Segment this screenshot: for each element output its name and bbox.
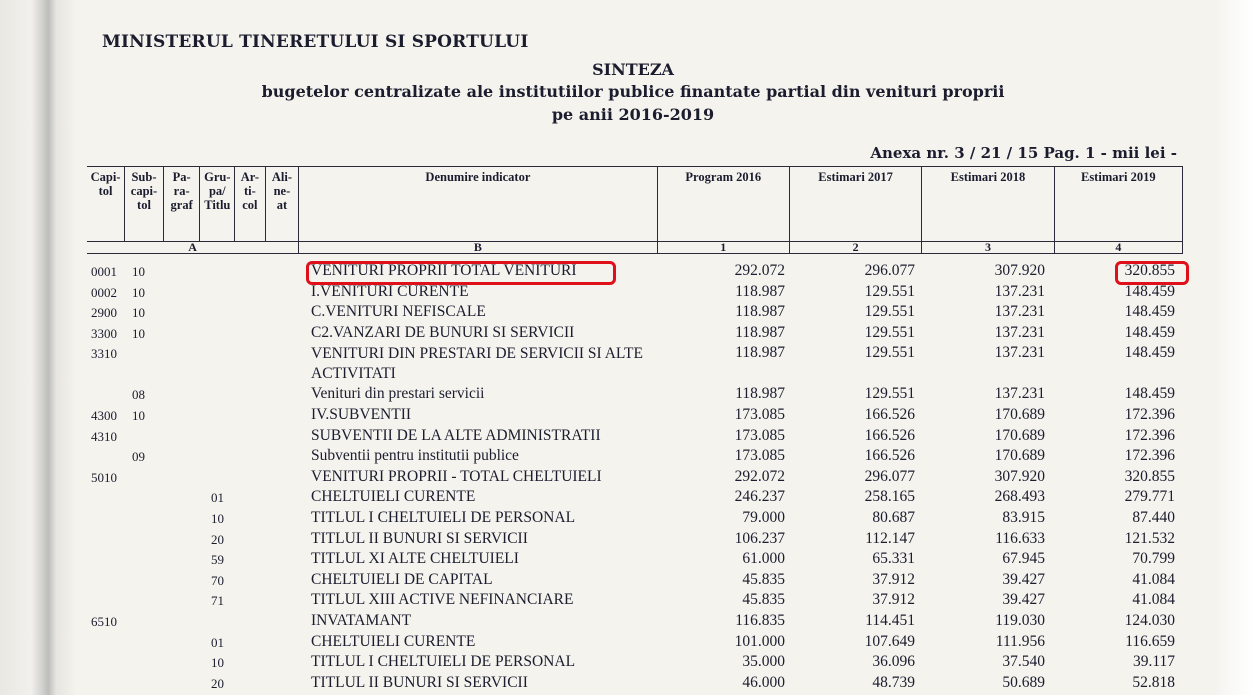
row-value-2017: 129.551 bbox=[864, 323, 915, 341]
row-value-2016: 292.072 bbox=[734, 262, 785, 279]
table-row bbox=[87, 406, 1183, 427]
row-value-2019: 124.030 bbox=[1124, 611, 1175, 629]
row-value-2017: 166.526 bbox=[864, 405, 915, 423]
col-program-2016: Program 2016 bbox=[657, 167, 789, 242]
table-header bbox=[87, 166, 1183, 254]
row-value-2019: 148.459 bbox=[1124, 385, 1175, 403]
row-indicator-name: C2.VANZARI DE BUNURI SI SERVICII bbox=[311, 323, 575, 341]
row-value-2017: 107.649 bbox=[864, 632, 915, 650]
col-estimari-2017: Estimari 2017 bbox=[789, 167, 921, 242]
row-paragraf: 20 bbox=[211, 531, 224, 547]
row-value-2019: 148.459 bbox=[1124, 282, 1175, 300]
table-row bbox=[87, 344, 1183, 385]
row-paragraf: 01 bbox=[211, 634, 224, 650]
table-row bbox=[87, 283, 1183, 304]
row-value-2018: 39.427 bbox=[1002, 591, 1045, 609]
row-value-2018: 137.231 bbox=[994, 344, 1045, 362]
table-row bbox=[87, 653, 1183, 674]
row-value-2018: 170.689 bbox=[994, 426, 1045, 444]
row-value-2018: 307.920 bbox=[994, 262, 1045, 279]
table-row bbox=[87, 427, 1183, 448]
row-indicator-name: TITLUL XI ALTE CHELTUIELI bbox=[311, 550, 519, 568]
row-value-2016: 173.085 bbox=[734, 405, 785, 423]
row-value-2019: 172.396 bbox=[1124, 405, 1175, 423]
table-row bbox=[87, 612, 1183, 633]
row-subcapitol: 10 bbox=[132, 284, 145, 300]
col-number-3: 3 bbox=[922, 242, 1054, 254]
row-indicator-name: Venituri din prestari servicii bbox=[311, 385, 485, 403]
row-value-2016: 118.987 bbox=[735, 385, 785, 403]
row-capitol: 2900 bbox=[91, 305, 117, 321]
row-value-2019: 279.771 bbox=[1124, 488, 1175, 506]
ministry-name: MINISTERUL TINERETULUI SI SPORTULUI bbox=[102, 32, 529, 52]
row-value-2017: 37.912 bbox=[872, 570, 915, 588]
row-value-2017: 36.096 bbox=[872, 653, 915, 671]
col-alineat: Ali- ne- at bbox=[265, 167, 299, 242]
row-indicator-name: TITLUL I CHELTUIELI DE PERSONAL bbox=[311, 508, 576, 526]
row-capitol: 4310 bbox=[91, 428, 117, 444]
row-indicator-name: CHELTUIELI CURENTE bbox=[311, 632, 476, 650]
row-value-2017: 296.077 bbox=[864, 262, 915, 279]
row-value-2017: 65.331 bbox=[872, 550, 915, 568]
row-value-2019: 121.532 bbox=[1124, 529, 1175, 547]
row-value-2016: 35.000 bbox=[742, 653, 785, 671]
row-value-2019: 41.084 bbox=[1132, 570, 1175, 588]
table-row bbox=[87, 468, 1183, 489]
row-value-2016: 61.000 bbox=[742, 550, 785, 568]
row-value-2018: 137.231 bbox=[994, 303, 1045, 321]
row-value-2016: 45.835 bbox=[742, 591, 785, 609]
row-subcapitol: 09 bbox=[132, 449, 145, 465]
row-value-2016: 46.000 bbox=[742, 673, 785, 691]
table-row bbox=[87, 488, 1183, 509]
row-value-2017: 258.165 bbox=[864, 488, 915, 506]
table-row bbox=[87, 509, 1183, 530]
highlight-total-2019-value bbox=[1115, 261, 1189, 285]
col-letter-b: B bbox=[299, 242, 657, 254]
row-indicator-name: CHELTUIELI DE CAPITAL bbox=[311, 570, 493, 588]
row-paragraf: 10 bbox=[211, 510, 224, 526]
row-value-2016: 173.085 bbox=[734, 426, 785, 444]
col-denumire: Denumire indicator bbox=[299, 167, 657, 242]
row-value-2018: 116.633 bbox=[995, 529, 1045, 547]
document-title: SINTEZA bbox=[592, 60, 674, 79]
row-capitol: 0001 bbox=[91, 264, 117, 279]
row-indicator-name: INVATAMANT bbox=[311, 611, 412, 629]
row-value-2019: 116.659 bbox=[1125, 632, 1175, 650]
row-indicator-name: IV.SUBVENTII bbox=[311, 405, 412, 423]
row-value-2017: 166.526 bbox=[864, 447, 915, 465]
row-indicator-name: VENITURI PROPRII TOTAL VENITURI bbox=[311, 262, 577, 279]
row-value-2018: 170.689 bbox=[994, 405, 1045, 423]
table-row bbox=[87, 633, 1183, 654]
row-value-2019: 148.459 bbox=[1124, 323, 1175, 341]
col-capitol: Capi- tol bbox=[87, 167, 125, 242]
col-estimari-2019: Estimari 2019 bbox=[1054, 167, 1182, 242]
row-indicator-name: SUBVENTII DE LA ALTE ADMINISTRATII bbox=[311, 426, 601, 444]
row-value-2017: 80.687 bbox=[872, 508, 915, 526]
col-articol: Ar- ti- col bbox=[235, 167, 266, 242]
row-value-2018: 50.689 bbox=[1002, 673, 1045, 691]
row-value-2017: 166.526 bbox=[864, 426, 915, 444]
document-page bbox=[78, 0, 1217, 695]
table-row bbox=[87, 530, 1183, 551]
col-number-4: 4 bbox=[1054, 242, 1182, 254]
table-row bbox=[87, 447, 1183, 468]
col-letter-a: A bbox=[87, 242, 299, 254]
row-value-2018: 83.915 bbox=[1002, 508, 1045, 526]
row-value-2016: 79.000 bbox=[742, 508, 785, 526]
row-capitol: 6510 bbox=[91, 613, 117, 629]
scan-binding-edge bbox=[0, 0, 78, 695]
row-value-2018: 119.030 bbox=[995, 611, 1045, 629]
row-paragraf: 01 bbox=[211, 490, 224, 506]
col-number-2: 2 bbox=[789, 242, 921, 254]
row-capitol: 4300 bbox=[91, 407, 117, 423]
table-row bbox=[87, 303, 1183, 324]
table-row bbox=[87, 591, 1183, 612]
row-subcapitol: 08 bbox=[132, 387, 145, 403]
row-capitol: 5010 bbox=[91, 469, 117, 485]
row-subcapitol: 10 bbox=[132, 305, 145, 321]
row-value-2019: 320.855 bbox=[1124, 467, 1175, 485]
table-row bbox=[87, 324, 1183, 345]
row-indicator-name: TITLUL XIII ACTIVE NEFINANCIARE bbox=[311, 591, 574, 609]
row-subcapitol: 10 bbox=[132, 407, 145, 423]
row-value-2016: 118.987 bbox=[735, 344, 785, 362]
row-subcapitol: 10 bbox=[132, 264, 145, 279]
row-value-2019: 41.084 bbox=[1132, 591, 1175, 609]
row-value-2016: 106.237 bbox=[734, 529, 785, 547]
row-value-2017: 129.551 bbox=[864, 385, 915, 403]
table-row bbox=[87, 674, 1183, 695]
row-indicator-name: VENITURI PROPRII - TOTAL CHELTUIELI bbox=[311, 467, 602, 485]
row-value-2016: 246.237 bbox=[734, 488, 785, 506]
row-value-2016: 292.072 bbox=[734, 467, 785, 485]
row-capitol: 3300 bbox=[91, 325, 117, 341]
row-value-2018: 67.945 bbox=[1002, 550, 1045, 568]
row-value-2018: 111.956 bbox=[995, 632, 1045, 650]
row-value-2016: 118.987 bbox=[735, 323, 785, 341]
row-value-2019: 148.459 bbox=[1124, 303, 1175, 321]
col-number-1: 1 bbox=[657, 242, 789, 254]
row-indicator-name: TITLUL II BUNURI SI SERVICII bbox=[311, 529, 528, 547]
scan-right-margin bbox=[1217, 0, 1253, 695]
row-value-2017: 129.551 bbox=[864, 303, 915, 321]
row-value-2017: 37.912 bbox=[872, 591, 915, 609]
row-value-2019: 52.818 bbox=[1132, 673, 1175, 691]
row-value-2017: 114.451 bbox=[865, 611, 915, 629]
row-value-2019: 87.440 bbox=[1132, 508, 1175, 526]
row-value-2019: 172.396 bbox=[1124, 426, 1175, 444]
row-paragraf: 20 bbox=[211, 675, 224, 691]
table-row bbox=[87, 385, 1183, 406]
row-value-2016: 118.987 bbox=[735, 303, 785, 321]
annex-reference: Anexa nr. 3 / 21 / 15 Pag. 1 - mii lei - bbox=[870, 144, 1177, 162]
col-subcapitol: Sub- capi- tol bbox=[125, 167, 164, 242]
row-paragraf: 70 bbox=[211, 572, 224, 588]
row-indicator-name: C.VENITURI NEFISCALE bbox=[311, 303, 486, 321]
col-grupa-titlu: Gru- pa/ Titlu bbox=[200, 167, 235, 242]
row-value-2017: 129.551 bbox=[864, 344, 915, 362]
row-value-2019: 320.855 bbox=[1124, 262, 1175, 279]
row-paragraf: 59 bbox=[211, 552, 224, 568]
row-value-2016: 118.987 bbox=[735, 282, 785, 300]
col-paragraf: Pa- ra- graf bbox=[163, 167, 200, 242]
highlight-total-revenue-label bbox=[306, 261, 616, 285]
table-row bbox=[87, 571, 1183, 592]
row-value-2016: 116.835 bbox=[735, 611, 785, 629]
col-estimari-2018: Estimari 2018 bbox=[922, 167, 1054, 242]
table-body bbox=[87, 262, 1183, 694]
row-value-2018: 137.231 bbox=[994, 282, 1045, 300]
row-value-2018: 137.231 bbox=[994, 385, 1045, 403]
row-capitol: 0002 bbox=[91, 284, 117, 300]
row-value-2016: 101.000 bbox=[734, 632, 785, 650]
row-paragraf: 10 bbox=[211, 655, 224, 671]
row-value-2019: 148.459 bbox=[1124, 344, 1175, 362]
row-indicator-name: TITLUL I CHELTUIELI DE PERSONAL bbox=[311, 653, 576, 671]
row-value-2019: 70.799 bbox=[1132, 550, 1175, 568]
row-value-2016: 45.835 bbox=[742, 570, 785, 588]
row-value-2017: 129.551 bbox=[864, 282, 915, 300]
row-indicator-name: CHELTUIELI CURENTE bbox=[311, 488, 476, 506]
row-indicator-name: Subventii pentru institutii publice bbox=[311, 447, 519, 465]
row-value-2018: 268.493 bbox=[994, 488, 1045, 506]
table-row bbox=[87, 550, 1183, 571]
row-value-2018: 39.427 bbox=[1002, 570, 1045, 588]
row-value-2018: 170.689 bbox=[994, 447, 1045, 465]
document-subtitle: bugetelor centralizate ale institutiilor publice finantate partial din venituri proprii bbox=[261, 82, 1005, 101]
row-subcapitol: 10 bbox=[132, 325, 145, 341]
row-capitol: 3310 bbox=[91, 346, 117, 362]
row-value-2016: 173.085 bbox=[734, 447, 785, 465]
row-indicator-name: VENITURI DIN PRESTARI DE SERVICII SI ALTE ACTIVITATI bbox=[311, 345, 643, 383]
row-value-2018: 307.920 bbox=[994, 467, 1045, 485]
table-row bbox=[87, 262, 1183, 283]
row-paragraf: 71 bbox=[211, 593, 224, 609]
row-value-2017: 296.077 bbox=[864, 467, 915, 485]
row-value-2017: 48.739 bbox=[872, 673, 915, 691]
row-value-2018: 37.540 bbox=[1002, 653, 1045, 671]
row-value-2018: 137.231 bbox=[994, 323, 1045, 341]
row-value-2019: 39.117 bbox=[1132, 653, 1175, 671]
document-period: pe anii 2016-2019 bbox=[551, 105, 715, 124]
row-value-2017: 112.147 bbox=[865, 529, 915, 547]
row-indicator-name: TITLUL II BUNURI SI SERVICII bbox=[311, 673, 528, 691]
row-value-2019: 172.396 bbox=[1124, 447, 1175, 465]
row-indicator-name: I.VENITURI CURENTE bbox=[311, 282, 469, 300]
